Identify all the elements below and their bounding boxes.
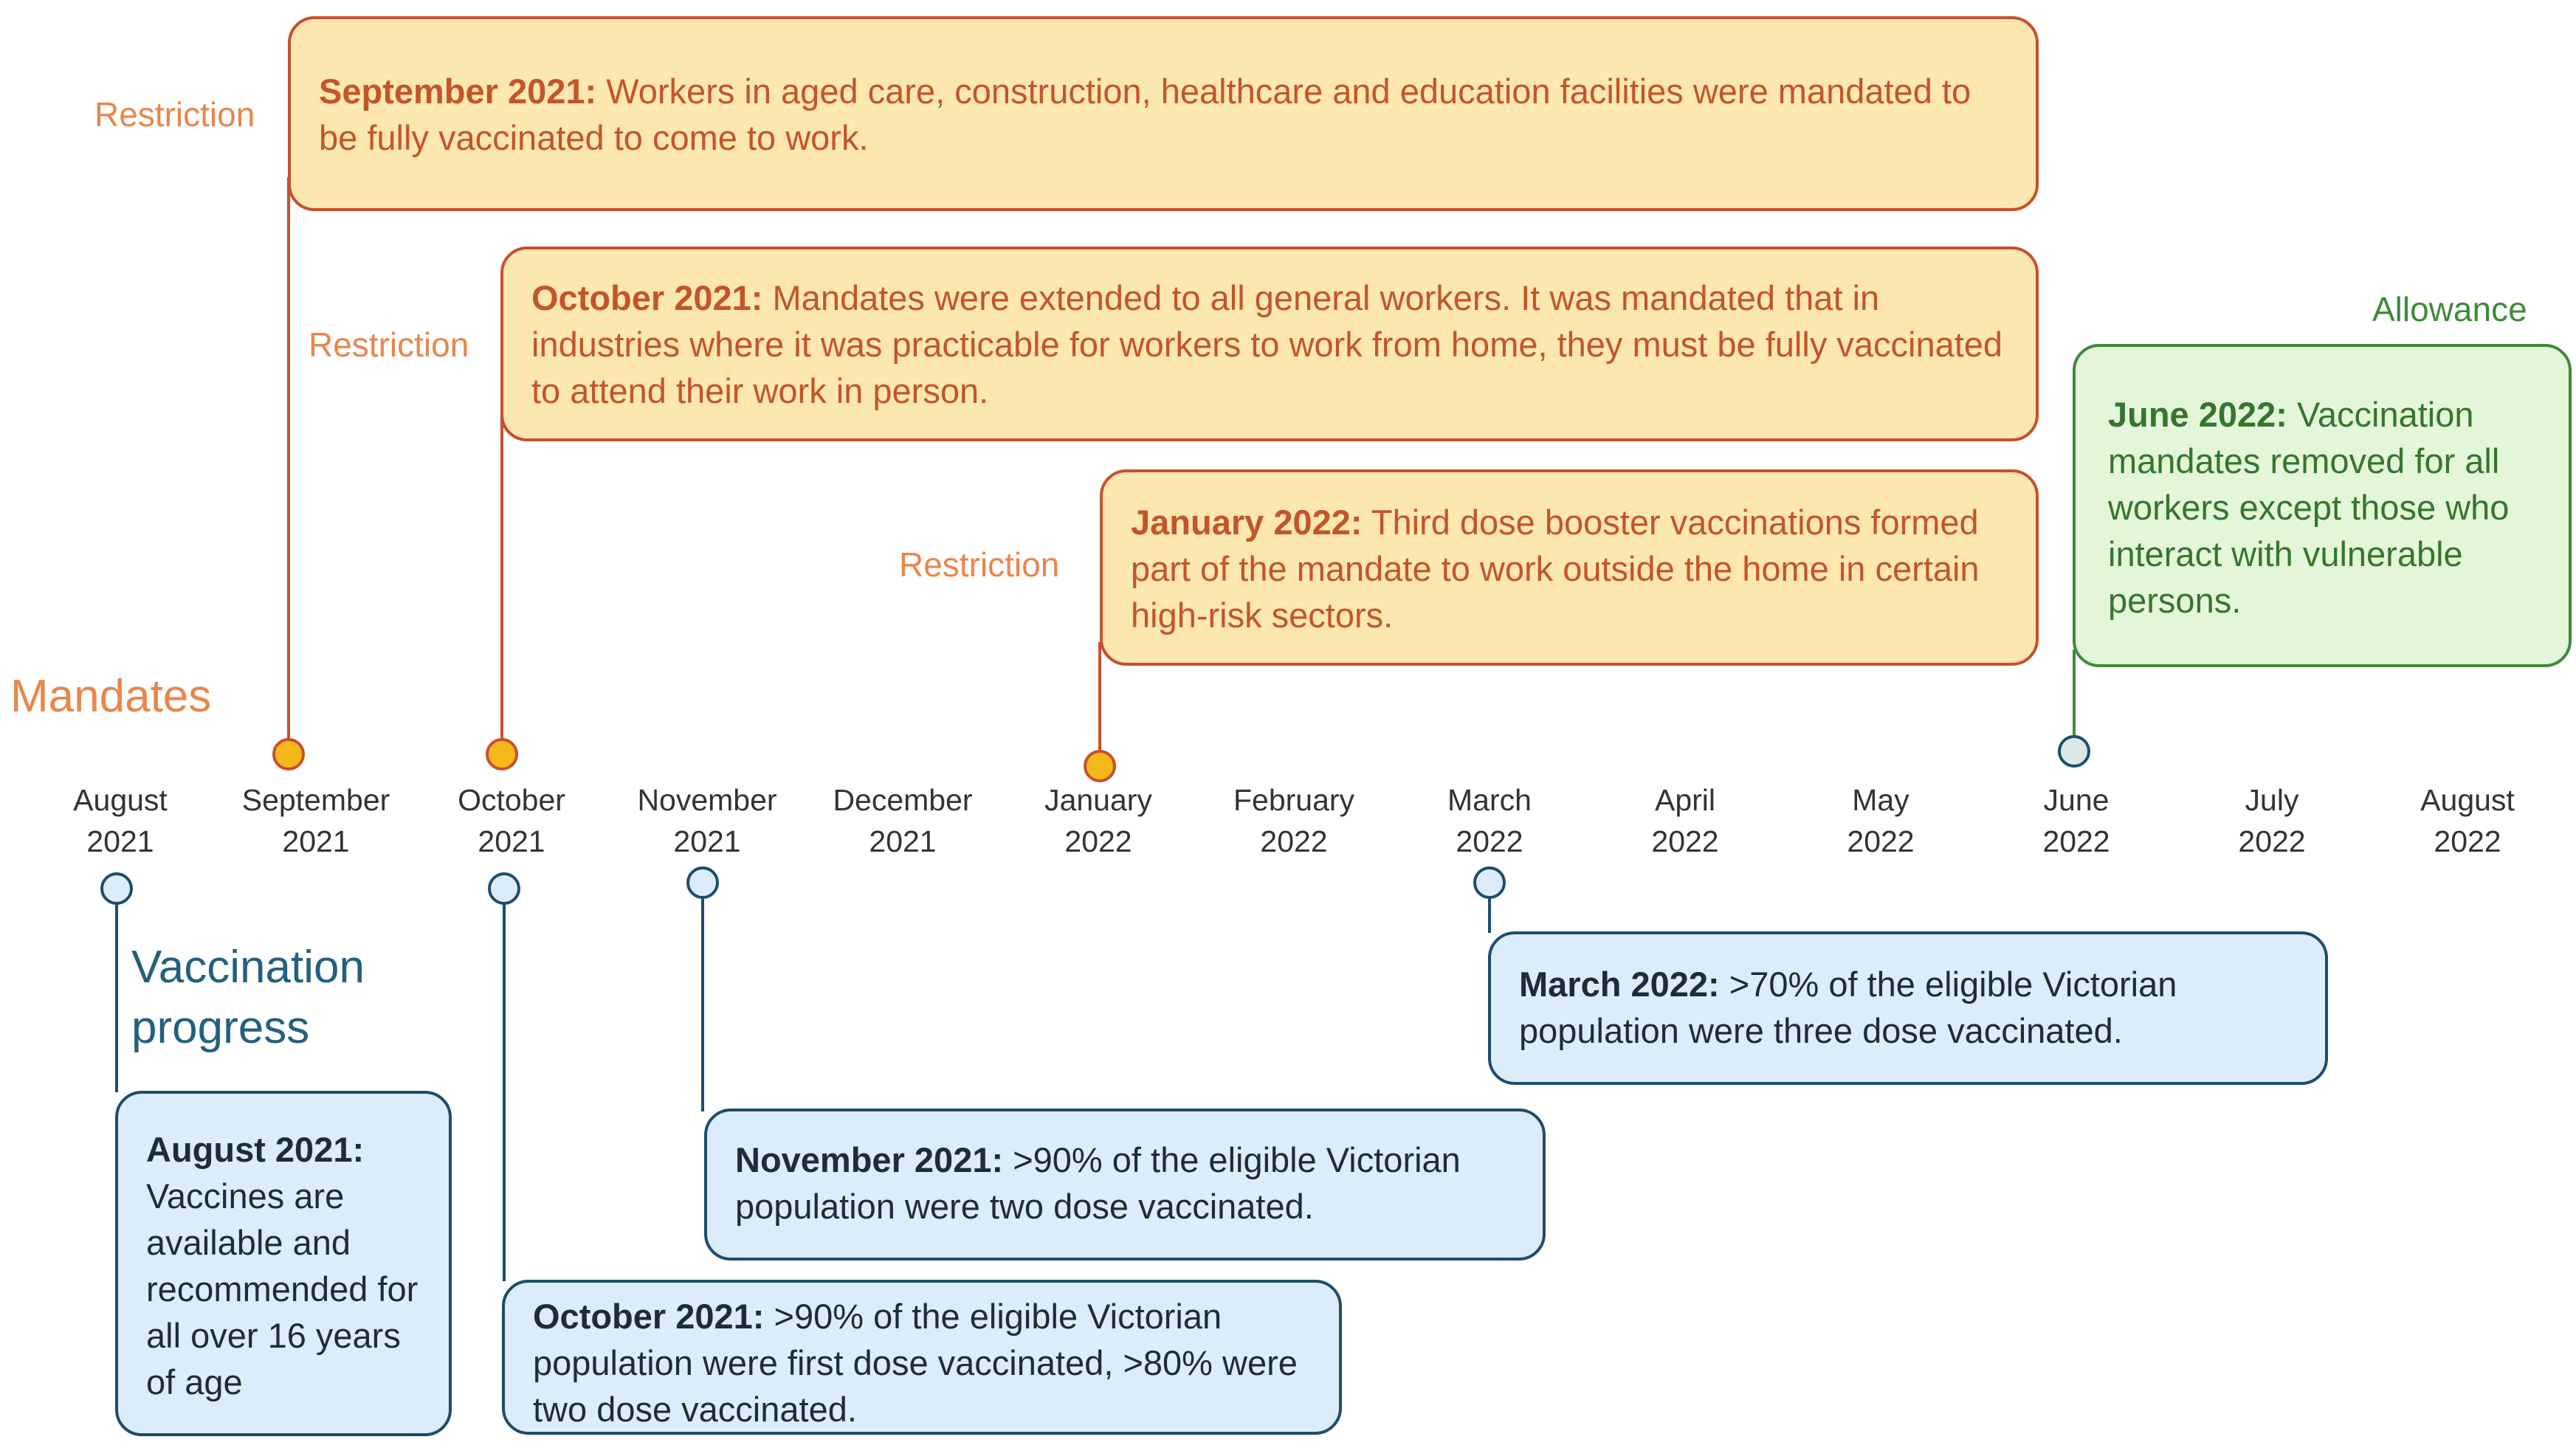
month-label <box>2183 779 2360 862</box>
mandate-event-october-2021 <box>500 246 2039 441</box>
event-description: >70% of the eligible Victorian population were three dose vaccinated. <box>1519 965 2177 1050</box>
restriction-label-september-2021: Restriction <box>94 95 255 134</box>
month-name: May <box>1852 783 1909 817</box>
month-label <box>2379 779 2556 862</box>
allowance-label-june-2022: Allowance <box>2372 290 2527 328</box>
event-date: October 2021: <box>531 278 763 317</box>
allowance-event-june-2022 <box>2073 344 2572 667</box>
month-label <box>619 779 796 862</box>
month-year: 2022 <box>2238 824 2306 858</box>
event-date: September 2021: <box>319 72 597 111</box>
month-name: June <box>2043 783 2110 817</box>
month-label <box>814 779 991 862</box>
month-name: March <box>1447 783 1532 817</box>
month-label <box>32 779 209 862</box>
mandate-event-september-2021 <box>288 16 2039 211</box>
month-year: 2022 <box>2042 824 2110 858</box>
month-label <box>1597 779 1774 862</box>
event-description: Vaccination mandates removed for all workers except those who interact with vulnerable persons. <box>2108 395 2510 620</box>
month-year: 2021 <box>282 824 350 858</box>
month-year: 2022 <box>1260 824 1328 858</box>
event-date: November 2021: <box>735 1140 1004 1179</box>
month-year: 2021 <box>86 824 154 858</box>
restriction-label-october-2021: Restriction <box>309 325 469 364</box>
marker-january-2022 <box>1085 751 1115 781</box>
month-label <box>1988 779 2165 862</box>
event-description: Vaccines are available and recommended for all over 16 years of age <box>146 1176 419 1402</box>
month-year: 2021 <box>673 824 741 858</box>
month-label <box>1205 779 1382 862</box>
event-description: >90% of the eligible Victorian population were two dose vaccinated. <box>735 1140 1461 1226</box>
month-label <box>1010 779 1187 862</box>
month-name: November <box>637 783 777 817</box>
month-name: December <box>833 783 973 817</box>
month-label <box>227 779 404 862</box>
marker-october-2021-vax <box>489 874 519 903</box>
restriction-label-january-2022: Restriction <box>899 545 1060 584</box>
event-date: January 2022: <box>1131 503 1363 542</box>
month-year: 2022 <box>1064 824 1132 858</box>
event-date: August 2021: <box>146 1130 365 1169</box>
event-date: October 2021: <box>533 1297 765 1336</box>
month-label <box>1792 779 1969 862</box>
event-description: Workers in aged care, construction, healthcare and education facilities were mandated to be fully vaccinated to come to work. <box>319 72 1971 157</box>
marker-august-2021 <box>102 874 131 903</box>
event-date: March 2022: <box>1519 965 1720 1004</box>
marker-october-2021-mandate <box>487 739 517 769</box>
month-name: February <box>1233 783 1355 817</box>
vaccination-event-march-2022 <box>1488 931 2328 1085</box>
event-description: Third dose booster vaccinations formed part of the mandate to work outside the home in certain high-risk sectors. <box>1131 503 1980 635</box>
marker-september-2021 <box>274 739 303 769</box>
mandates-heading: Mandates <box>10 671 212 722</box>
month-year: 2022 <box>1847 824 1915 858</box>
vaccination-progress-heading <box>131 937 365 1058</box>
event-description: >90% of the eligible Victorian population were first dose vaccinated, >80% were two dose vaccinated. <box>533 1297 1298 1429</box>
month-year: 2021 <box>869 824 937 858</box>
month-name: January <box>1044 783 1152 817</box>
month-year: 2021 <box>478 824 545 858</box>
month-name: October <box>458 783 565 817</box>
month-label <box>423 779 600 862</box>
month-year: 2022 <box>2434 824 2501 858</box>
event-date: June 2022: <box>2108 395 2287 434</box>
marker-june-2022 <box>2059 737 2089 766</box>
marker-november-2021 <box>688 868 717 897</box>
month-label <box>1401 779 1578 862</box>
event-description: Mandates were extended to all general workers. It was mandated that in industries where it was practicable for workers to work from home, they must be fully vaccinated to attend their work in person. <box>531 278 2003 410</box>
vaccination-event-november-2021 <box>704 1109 1546 1261</box>
vaccination-event-october-2021 <box>502 1280 1342 1435</box>
mandate-event-january-2022 <box>1100 469 2039 666</box>
month-name: August <box>2420 783 2515 817</box>
vaccination-progress-heading-line2: progress <box>131 1002 310 1053</box>
month-year: 2022 <box>1456 824 1523 858</box>
month-name: September <box>241 783 390 817</box>
month-name: July <box>2245 783 2299 817</box>
month-name: April <box>1654 783 1716 817</box>
vaccination-event-august-2021 <box>115 1091 452 1436</box>
month-name: August <box>73 783 168 817</box>
vaccination-progress-heading-line1: Vaccination <box>131 942 365 993</box>
marker-march-2022 <box>1475 868 1504 897</box>
month-year: 2022 <box>1651 824 1719 858</box>
